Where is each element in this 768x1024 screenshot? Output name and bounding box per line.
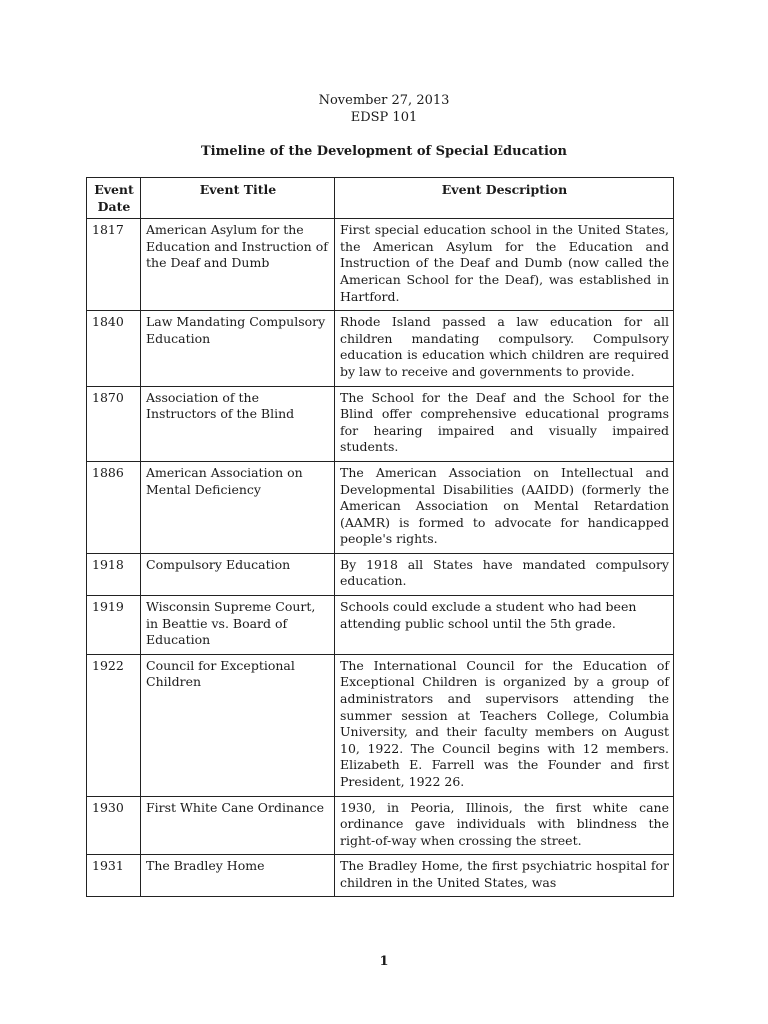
column-header-event-description: Event Description [335,178,674,219]
event-date: 1918 [87,553,141,595]
table-row [87,553,674,595]
event-title: American Asylum for the Education and Instruction of the Deaf and Dumb [141,219,335,311]
event-title: Law Mandating Compulsory Education [141,311,335,386]
event-description: The School for the Deaf and the School for the Blind offer comprehensive educational programs for hearing impaired and visually impaired students. [335,386,674,461]
document-date: November 27, 2013 [318,93,450,108]
event-date: 1840 [87,311,141,386]
event-title: Association of the Instructors of the Blind [141,386,335,461]
table-row [87,596,674,655]
event-description: Schools could exclude a student who had been attending public school until the 5th grade. [335,596,674,655]
event-date: 1870 [87,386,141,461]
timeline-table [86,177,674,897]
column-header-event-title: Event Title [141,178,335,219]
event-title: Compulsory Education [141,553,335,595]
event-title: Council for Exceptional Children [141,654,335,796]
table-row [87,311,674,386]
event-date: 1817 [87,219,141,311]
document-title: Timeline of the Development of Special Education [200,144,568,159]
table-header-row [87,178,674,219]
event-description: The American Association on Intellectual and Developmental Disabilities (AAIDD) (formerly the American Association on Mental Retardation (AAMR) is formed to advocate for handicapped people's rights. [335,461,674,553]
course-code: EDSP 101 [350,110,418,125]
event-description: The International Council for the Education of Exceptional Children is organized by a group of administrators and supervisors attending the summer session at Teachers College, Columbia University, and their faculty members on August 10, 1922. The Council begins with 12 members. Elizabeth E. Farrell was the Founder and first President, 1922 26. [335,654,674,796]
table-row [87,461,674,553]
event-title: Wisconsin Supreme Court, in Beattie vs. Board of Education [141,596,335,655]
event-date: 1919 [87,596,141,655]
column-header-event-date: Event Date [87,178,141,219]
event-title: The Bradley Home [141,855,335,897]
table-row [87,386,674,461]
event-date: 1931 [87,855,141,897]
event-date: 1930 [87,796,141,855]
table-row [87,654,674,796]
event-title: American Association on Mental Deficiency [141,461,335,553]
event-description-text: The Bradley Home, the first psychiatric hospital for children in the United States, was [340,858,669,890]
event-date: 1922 [87,654,141,796]
event-description: By 1918 all States have mandated compulsory education. [335,553,674,595]
table-row [87,796,674,855]
table-row [87,219,674,311]
event-date: 1886 [87,461,141,553]
table-row [87,855,674,897]
event-description: First special education school in the United States, the American Asylum for the Education and Instruction of the Deaf and Dumb (now called the American School for the Deaf), was established in Hartford. [335,219,674,311]
event-description [335,855,674,897]
event-description: 1930, in Peoria, Illinois, the first white cane ordinance gave individuals with blindness the right-of-way when crossing the street. [335,796,674,855]
event-description: Rhode Island passed a law education for all children mandating compulsory. Compulsory education is education which children are required by law to receive and governments to provide. [335,311,674,386]
event-title: First White Cane Ordinance [141,796,335,855]
page-number: 1 [379,954,389,969]
